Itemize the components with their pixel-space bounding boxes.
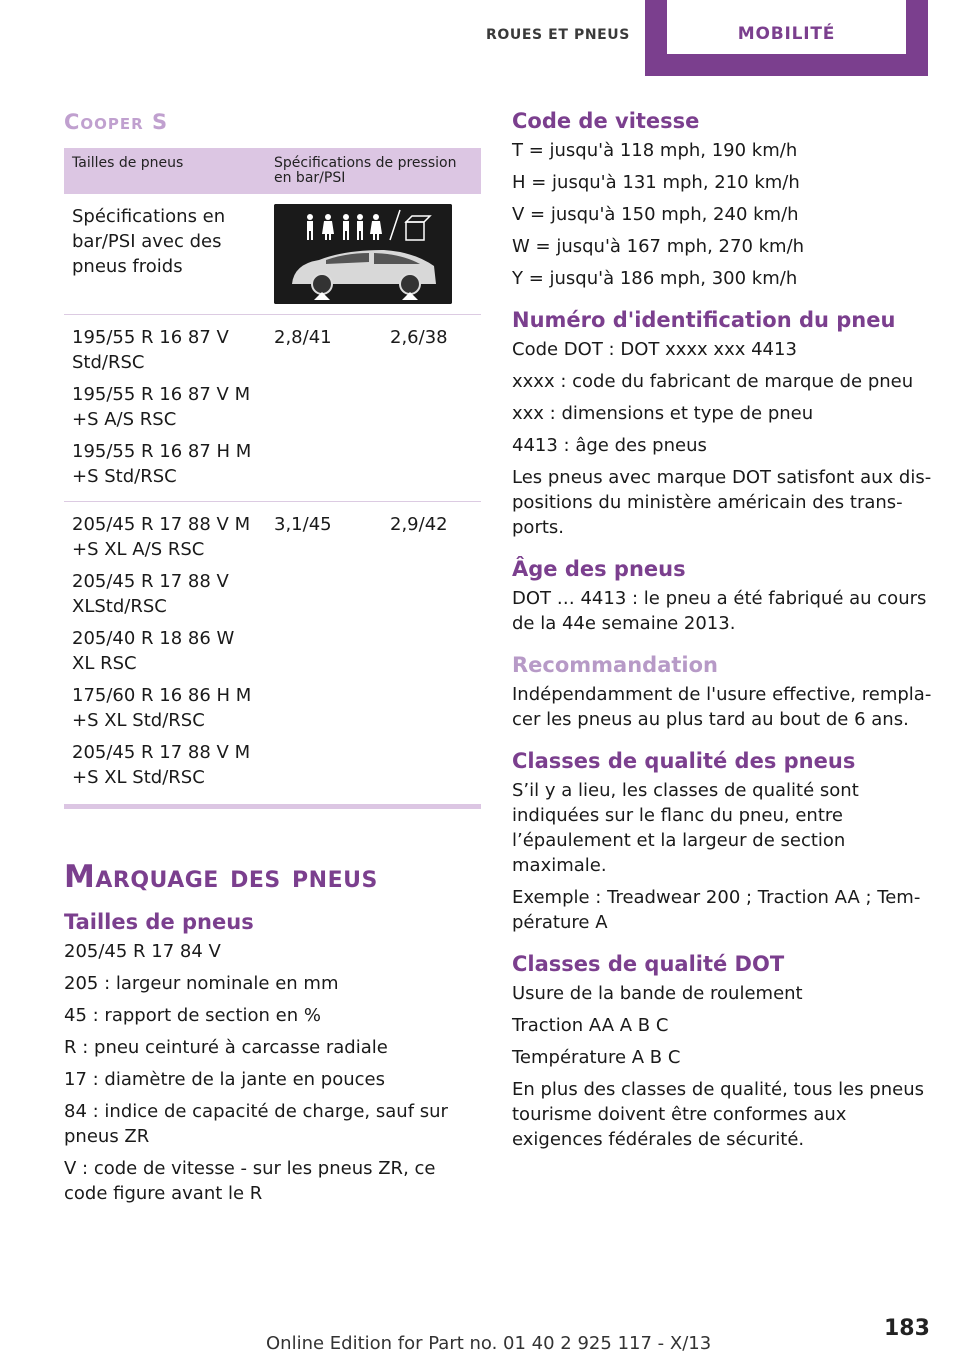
text-line: xxxx : code du fabricant de marque de pneu xyxy=(512,371,914,392)
text-line: Traction AA A B C xyxy=(512,1015,669,1036)
col-header-sizes: Tailles de pneus xyxy=(64,148,266,194)
tire-size: 195/55 R 16 87 V Std/RSC xyxy=(72,327,229,373)
tire-size: 205/40 R 18 86 W XL RSC xyxy=(72,628,235,674)
tire-size: 205/45 R 17 88 V XLStd/RSC xyxy=(72,571,229,617)
table-row xyxy=(64,315,481,502)
occupants-luggage-car-icon xyxy=(274,204,452,304)
subheading-speed: Code de vitesse xyxy=(512,109,700,133)
text-line: V : code de vitesse - sur les pneus ZR, ce code figure avant le R xyxy=(64,1158,436,1204)
left-column xyxy=(64,108,481,1213)
rear-pressure: 2,6/38 xyxy=(382,315,481,502)
text-line: 4413 : âge des pneus xyxy=(512,435,707,456)
text-line: Les pneus avec marque DOT satisfont aux dis‐ positions du ministère américain des trans‐ ports. xyxy=(512,467,932,538)
recommendation-section xyxy=(512,652,932,732)
table-row xyxy=(64,194,481,315)
front-pressure: 2,8/41 xyxy=(266,315,382,502)
edition-footer: Online Edition for Part no. 01 40 2 925 117 - X/13 xyxy=(266,1333,712,1354)
text-line: T = jusqu'à 118 mph, 190 km/h xyxy=(512,140,798,161)
age-section xyxy=(512,556,932,636)
front-pressure: 3,1/45 xyxy=(266,502,382,807)
pressure-table xyxy=(64,148,481,809)
intro-label: Spécifications en bar/PSI avec des pneus froids xyxy=(64,194,266,315)
text-line: Y = jusqu'à 186 mph, 300 km/h xyxy=(512,268,798,289)
text-line: R : pneu ceinturé à carcasse radiale xyxy=(64,1037,388,1058)
tire-size: 205/45 R 17 88 V M +S XL A/S RSC xyxy=(72,514,251,560)
recommendation-text: Indépendamment de l'usure effective, rempla‐ cer les pneus au plus tard au bout de 6 ans. xyxy=(512,684,932,730)
section-heading-marking: Marquage des pneus xyxy=(64,859,378,895)
text-line: Température A B C xyxy=(512,1047,681,1068)
rear-pressure: 2,9/42 xyxy=(382,502,481,807)
table-header-row xyxy=(64,148,481,194)
chapter-tab-label: MOBILITÉ xyxy=(667,0,906,54)
text-line: Exemple : Treadwear 200 ; Traction AA ; Tem‐ pérature A xyxy=(512,887,921,933)
text-line: W = jusqu'à 167 mph, 270 km/h xyxy=(512,236,805,257)
tire-size: 175/60 R 16 86 H M +S XL Std/RSC xyxy=(72,685,252,731)
tin-section xyxy=(512,307,932,540)
tire-size: 195/55 R 16 87 V M +S A/S RSC xyxy=(72,384,251,430)
text-line: Usure de la bande de roulement xyxy=(512,983,803,1004)
text-line: V = jusqu'à 150 mph, 240 km/h xyxy=(512,204,799,225)
speed-code-section xyxy=(512,108,932,291)
text-line: DOT … 4413 : le pneu a été fabriqué au cours de la 44e semaine 2013. xyxy=(512,588,927,634)
subheading-dot-quality: Classes de qualité DOT xyxy=(512,952,785,976)
tire-size: 195/55 R 16 87 H M +S Std/RSC xyxy=(72,441,252,487)
section-title: ROUES ET PNEUS xyxy=(486,27,630,43)
tire-size: 205/45 R 17 88 V M +S XL Std/RSC xyxy=(72,742,251,788)
text-line: H = jusqu'à 131 mph, 210 km/h xyxy=(512,172,800,193)
table-row xyxy=(64,502,481,807)
text-line: 17 : diamètre de la jante en pouces xyxy=(64,1069,386,1090)
page-number: 183 xyxy=(884,1316,930,1341)
table-title: Cooper S xyxy=(64,110,169,134)
text-line: 84 : indice de capacité de charge, sauf sur pneus ZR xyxy=(64,1101,448,1147)
quality-section xyxy=(512,748,932,935)
subheading-quality: Classes de qualité des pneus xyxy=(512,749,856,773)
subheading-sizes: Tailles de pneus xyxy=(64,910,254,934)
text-line: 45 : rapport de section en % xyxy=(64,1005,321,1026)
right-column xyxy=(512,108,932,1168)
tire-size-cell xyxy=(64,502,266,807)
image-cell xyxy=(266,194,481,315)
text-line: 205/45 R 17 84 V xyxy=(64,941,221,962)
dot-quality-section xyxy=(512,951,932,1152)
tire-size-cell xyxy=(64,315,266,502)
text-line: En plus des classes de qualité, tous les pneus tourisme doivent être conformes aux exigences fédérales de sécurité. xyxy=(512,1079,925,1150)
subheading-recommendation: Recommandation xyxy=(512,653,718,677)
chapter-tab xyxy=(645,0,928,76)
text-line: 205 : largeur nominale en mm xyxy=(64,973,339,994)
text-line: xxx : dimensions et type de pneu xyxy=(512,403,814,424)
text-line: Code DOT : DOT xxxx xxx 4413 xyxy=(512,339,797,360)
subheading-tin: Numéro d'identification du pneu xyxy=(512,308,896,332)
subheading-age: Âge des pneus xyxy=(512,557,686,581)
col-header-pressure: Spécifications de pression en bar/PSI xyxy=(266,148,481,194)
text-line: S’il y a lieu, les classes de qualité sont indiquées sur le flanc du pneu, entre l’épaulement et la largeur de section maximale. xyxy=(512,780,859,876)
